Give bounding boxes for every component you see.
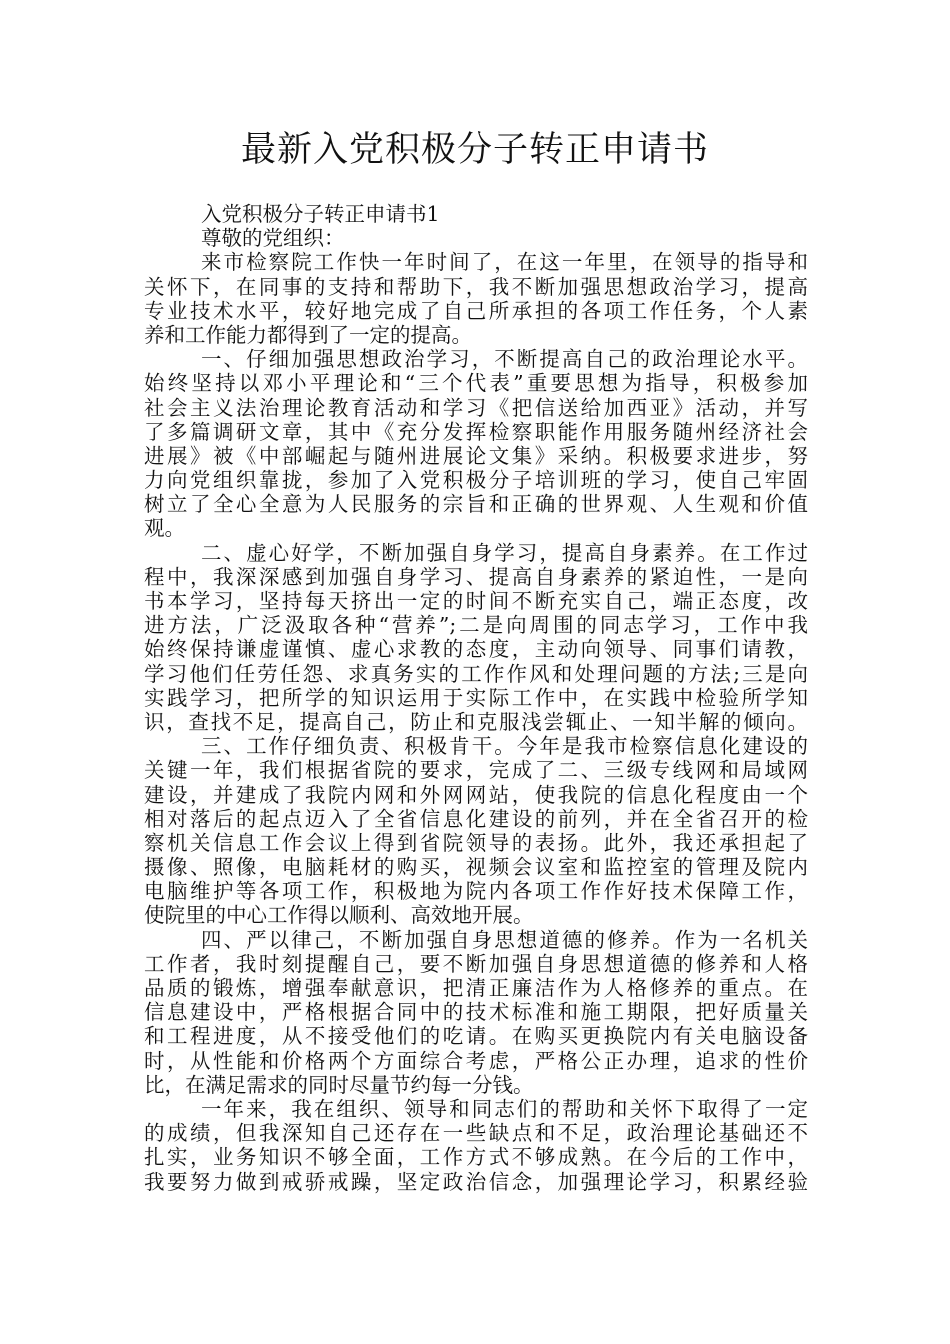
document-title: 最新入党积极分子转正申请书 xyxy=(240,130,709,170)
body-text-line: 扎实，业务知识不够全面，工作方式不够成熟。在今后的工作中， xyxy=(144,1145,808,1170)
body-text-line: 树立了全心全意为人民服务的宗旨和正确的世界观、人生观和价值 xyxy=(144,492,808,517)
body-text-line: 养和工作能力都得到了一定的提高。 xyxy=(144,322,472,347)
body-text-line: 比，在满足需求的同时尽量节约每一分钱。 xyxy=(144,1072,534,1097)
body-text-line: 关怀下，在同事的支持和帮助下，我不断加强思想政治学习，提高 xyxy=(144,274,808,299)
body-text-line: 实践学习，把所学的知识运用于实际工作中，在实践中检验所学知 xyxy=(144,685,808,710)
body-text-line: 二、虚心好学，不断加强自身学习，提高自身素养。在工作过 xyxy=(201,540,808,565)
body-text-line: 信息建设中，严格根据合同中的技术标准和施工期限，把好质量关 xyxy=(144,1000,808,1025)
body-text-line: 始终保持谦虚谨慎、虚心求教的态度，主动向领导、同事们请教， xyxy=(144,637,808,662)
body-text-line: 观。 xyxy=(144,516,185,541)
body-text-line: 工作者，我时刻提醒自己，要不断加强自身思想道德的修养和人格 xyxy=(144,951,808,976)
body-text-line: 了多篇调研文章，其中《充分发挥检察职能作用服务随州经济社会 xyxy=(144,419,808,444)
body-text-line: 始终坚持以邓小平理论和“三个代表”重要思想为指导，积极参加 xyxy=(144,371,808,396)
document-body xyxy=(144,202,808,1194)
body-text-line: 来市检察院工作快一年时间了，在这一年里，在领导的指导和 xyxy=(201,250,808,275)
body-text-line: 一年来，我在组织、领导和同志们的帮助和关怀下取得了一定 xyxy=(201,1096,808,1121)
body-text-line: 学习他们任劳任怨、求真务实的工作作风和处理问题的方法;三是向 xyxy=(144,661,808,686)
body-text-line: 力向党组织靠拢，参加了入党积极分子培训班的学习，使自己牢固 xyxy=(144,468,808,493)
body-text-line: 四、严以律己，不断加强自身思想道德的修养。作为一名机关 xyxy=(201,927,808,952)
body-text-line: 尊敬的党组织： xyxy=(201,226,345,251)
body-text-line: 摄像、照像，电脑耗材的购买，视频会议室和监控室的管理及院内 xyxy=(144,855,808,880)
body-text-line: 程中，我深深感到加强自身学习、提高自身素养的紧迫性，一是向 xyxy=(144,564,808,589)
body-text-line: 专业技术水平，较好地完成了自己所承担的各项工作任务，个人素 xyxy=(144,298,808,323)
body-text-line: 品质的锻炼，增强奉献意识，把清正廉洁作为人格修养的重点。在 xyxy=(144,976,808,1000)
body-text-line: 我要努力做到戒骄戒躁，坚定政治信念，加强理论学习，积累经验 xyxy=(144,1169,808,1194)
body-text-line: 三、工作仔细负责、积极肯干。今年是我市检察信息化建设的 xyxy=(201,734,808,759)
body-text-line: 书本学习，坚持每天挤出一定的时间不断充实自己，端正态度，改 xyxy=(144,589,808,613)
body-text-line: 识，查找不足，提高自己，防止和克服浅尝辄止、一知半解的倾向。 xyxy=(144,709,808,734)
body-text-line: 电脑维护等各项工作，积极地为院内各项工作作好技术保障工作， xyxy=(144,879,808,904)
body-text-line: 的成绩，但我深知自己还存在一些缺点和不足，政治理论基础还不 xyxy=(144,1121,808,1146)
body-text-line: 进展》被《中部崛起与随州进展论文集》采纳。积极要求进步，努 xyxy=(144,443,808,468)
body-text-line: 和工程进度，从不接受他们的吃请。在购买更换院内有关电脑设备 xyxy=(144,1024,808,1049)
body-text-line: 建设，并建成了我院内网和外网网站，使我院的信息化程度由一个 xyxy=(144,782,808,807)
body-text-line: 使院里的中心工作得以顺利、高效地开展。 xyxy=(144,903,534,928)
body-text-line: 入党积极分子转正申请书1 xyxy=(201,202,440,226)
body-text-line: 社会主义法治理论教育活动和学习《把信送给加西亚》活动，并写 xyxy=(144,395,808,420)
body-text-line: 进方法，广泛汲取各种“营养”;二是向周围的同志学习，工作中我 xyxy=(144,613,808,638)
body-text-line: 时，从性能和价格两个方面综合考虑，严格公正办理，追求的性价 xyxy=(144,1048,808,1073)
body-text-line: 一、仔细加强思想政治学习，不断提高自己的政治理论水平。 xyxy=(201,347,808,372)
body-text-line: 关键一年，我们根据省院的要求，完成了二、三级专线网和局域网 xyxy=(144,758,808,783)
body-text-line: 相对落后的起点迈入了全省信息化建设的前列，并在全省召开的检 xyxy=(144,806,808,831)
body-text-line: 察机关信息工作会议上得到省院领导的表扬。此外，我还承担起了 xyxy=(144,830,808,855)
